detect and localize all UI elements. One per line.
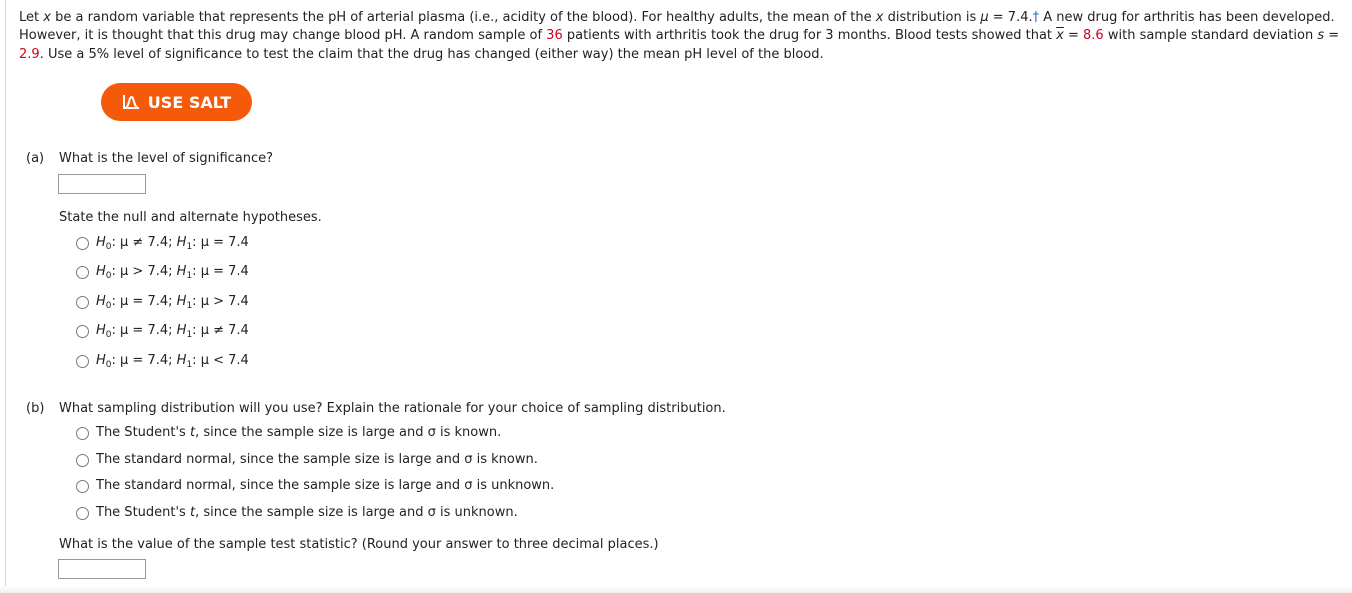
distribution-option-1[interactable]: The Student's t, since the sample size is large and σ is known. [96,425,502,440]
hypothesis-radio-1[interactable] [76,237,89,250]
distribution-option-3[interactable]: The standard normal, since the sample size is large and σ is unknown. [96,478,555,493]
hypothesis-radio-2[interactable] [76,266,89,279]
distribution-option-2[interactable]: The standard normal, since the sample size is large and σ is known. [96,452,538,467]
sample-size: 36 [546,28,563,44]
part-b-tag: (b) [26,401,45,416]
hypotheses-prompt: State the null and alternate hypotheses. [59,210,322,225]
salt-chart-icon [122,94,140,110]
distribution-option-4[interactable]: The Student's t, since the sample size is large and σ is unknown. [96,505,518,520]
part-a-question: What is the level of significance? [59,151,274,166]
hypothesis-option-4[interactable]: $H_0$: μ = 7.4; $H_1$: μ ≠ 7.4 [96,323,249,340]
bottom-edge [0,586,1352,593]
hypothesis-option-3[interactable]: $H_0$: μ = 7.4; $H_1$: μ > 7.4 [96,294,249,311]
hypothesis-radio-3[interactable] [76,296,89,309]
distribution-radio-4[interactable] [76,507,89,520]
footnote-dagger[interactable]: † [1032,10,1040,25]
hypothesis-radio-5[interactable] [76,355,89,368]
test-statistic-question: What is the value of the sample test statistic? (Round your answer to three decimal places.) [59,537,659,552]
use-salt-label: USE SALT [147,92,232,112]
distribution-radio-2[interactable] [76,454,89,467]
use-salt-button[interactable] [101,83,252,121]
hypothesis-option-1[interactable]: $H_0$: μ ≠ 7.4; $H_1$: μ = 7.4 [96,235,249,252]
part-a-tag: (a) [26,151,45,166]
distribution-radio-1[interactable] [76,427,89,440]
distribution-radio-3[interactable] [76,480,89,493]
test-statistic-input[interactable] [58,559,146,579]
hypothesis-option-5[interactable]: $H_0$: μ = 7.4; $H_1$: μ < 7.4 [96,353,249,370]
hypothesis-radio-4[interactable] [76,325,89,338]
sample-sd: 2.9 [19,46,40,62]
significance-input[interactable] [58,174,146,194]
part-b-question: What sampling distribution will you use? Explain the rationale for your choice of sampling distribution. [59,401,726,416]
sample-mean: 8.6 [1083,28,1104,44]
left-border [5,0,6,593]
hypothesis-option-2[interactable]: $H_0$: μ > 7.4; $H_1$: μ = 7.4 [96,264,249,281]
problem-statement: Let x be a random variable that represents the pH of arterial plasma (i.e., acidity of the blood). For healthy adults, the mean of the x distribution is μ = 7.4.† A new drug for arthritis has been developed. However, it is thought that this drug may change blood pH. A random sample of 36 patients with arthritis took the drug for 3 months. Blood tests showed that $\overline{x} = 8.6$ with sample standard deviation s = 2.9. Use a 5% level of significance to test the claim that the drug has changed (either way) the mean pH level of the blood. [19,10,1340,62]
